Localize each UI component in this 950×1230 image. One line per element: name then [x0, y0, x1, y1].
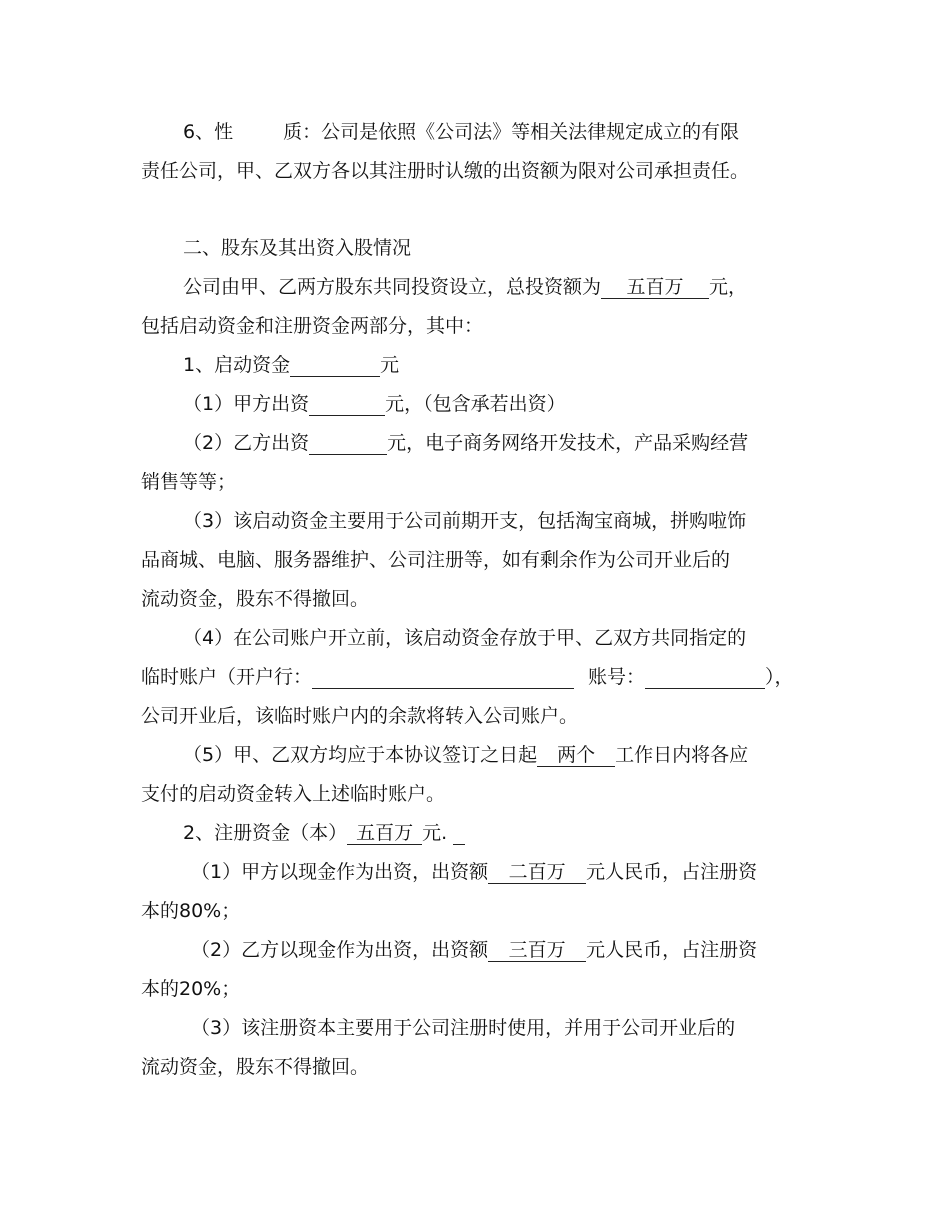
section-6-number: 6、性: [183, 121, 234, 143]
registered-capital-tail-blank: [453, 821, 465, 845]
registered-capital-line: [183, 821, 465, 845]
bank-label: 临时账户（开户行：: [141, 666, 313, 688]
party-a-startup-blank: [309, 392, 385, 416]
party-a-startup-text: 元，（包含承若出资）: [385, 393, 566, 415]
party-b-capital-text: （2）乙方以现金作为出资，出资额: [191, 939, 489, 961]
capital-use-line-2: 流动资金，股东不得撤回。: [141, 1056, 370, 1078]
startup-funds-unit: 元: [380, 354, 400, 376]
party-a-capital-blank: 二百万: [488, 860, 586, 884]
startup-use-line-2: 品商城、电脑、服务器维护、公司注册等，如有剩余作为公司开业后的: [141, 549, 731, 571]
bank-blank: [312, 665, 574, 689]
party-a-capital-line-1: [191, 860, 757, 884]
party-b-startup-text: 元，电子商务网络开发技术，产品采购经营: [387, 432, 749, 454]
section-6-line-1: [183, 120, 739, 144]
account-close-paren: ），: [765, 666, 794, 688]
party-b-startup-line-2: 销售等等；: [141, 471, 237, 493]
registered-capital-label: 2、注册资金（本）: [183, 822, 348, 844]
section-heading-shareholders: 二、股东及其出资入股情况: [183, 237, 412, 259]
startup-funds-line: [183, 353, 399, 377]
party-a-capital-line-2: 本的80%；: [141, 900, 241, 922]
payment-deadline-line-1: [183, 743, 748, 767]
investment-intro-line-1: [183, 275, 747, 299]
party-b-capital-line-1: [191, 938, 757, 962]
section-6-text: 质：公司是依照《公司法》等相关法律规定成立的有限: [283, 121, 740, 143]
temp-account-line-1: （4）在公司账户开立前，该启动资金存放于甲、乙双方共同指定的: [183, 627, 747, 649]
investment-intro-unit: 元，: [709, 276, 748, 298]
registered-capital-blank: 五百万: [347, 821, 422, 845]
payment-deadline-text: （5）甲、乙双方均应于本协议签订之日起: [183, 744, 538, 766]
investment-intro-line-2: 包括启动资金和注册资金两部分，其中：: [141, 315, 484, 337]
party-b-capital-rest: 元人民币，占注册资: [586, 939, 758, 961]
party-b-startup-label: （2）乙方出资: [183, 432, 310, 454]
capital-use-line-1: （3）该注册资本主要用于公司注册时使用，并用于公司开业后的: [191, 1017, 736, 1039]
total-investment-blank: 五百万: [601, 275, 709, 299]
temp-account-line-3: 公司开业后，该临时账户内的余款将转入公司账户。: [141, 705, 579, 727]
payment-days-blank: 两个: [537, 743, 615, 767]
party-b-capital-line-2: 本的20%；: [141, 978, 241, 1000]
investment-intro-text: 公司由甲、乙两方股东共同投资设立，总投资额为: [183, 276, 602, 298]
party-b-startup-line-1: [183, 431, 748, 455]
payment-deadline-line-2: 支付的启动资金转入上述临时账户。: [141, 783, 446, 805]
party-a-startup-label: （1）甲方出资: [183, 393, 310, 415]
section-6-line-2: 责任公司，甲、乙双方各以其注册时认缴的出资额为限对公司承担责任。: [141, 160, 750, 182]
startup-use-line-3: 流动资金，股东不得撤回。: [141, 588, 370, 610]
account-number-blank: [645, 665, 765, 689]
startup-funds-blank: [290, 353, 380, 377]
startup-funds-label: 1、启动资金: [183, 354, 291, 376]
payment-deadline-rest: 工作日内将各应: [615, 744, 749, 766]
party-b-capital-blank: 三百万: [488, 938, 586, 962]
account-number-label: 账号：: [588, 666, 646, 688]
registered-capital-unit: 元.: [422, 822, 448, 844]
party-a-capital-rest: 元人民币，占注册资: [586, 861, 758, 883]
party-a-startup-line: [183, 392, 566, 416]
party-a-capital-text: （1）甲方以现金作为出资，出资额: [191, 861, 489, 883]
temp-account-line-2: [141, 665, 794, 689]
startup-use-line-1: （3）该启动资金主要用于公司前期开支，包括淘宝商城，拼购啦饰: [183, 510, 747, 532]
party-b-startup-blank: [309, 431, 387, 455]
